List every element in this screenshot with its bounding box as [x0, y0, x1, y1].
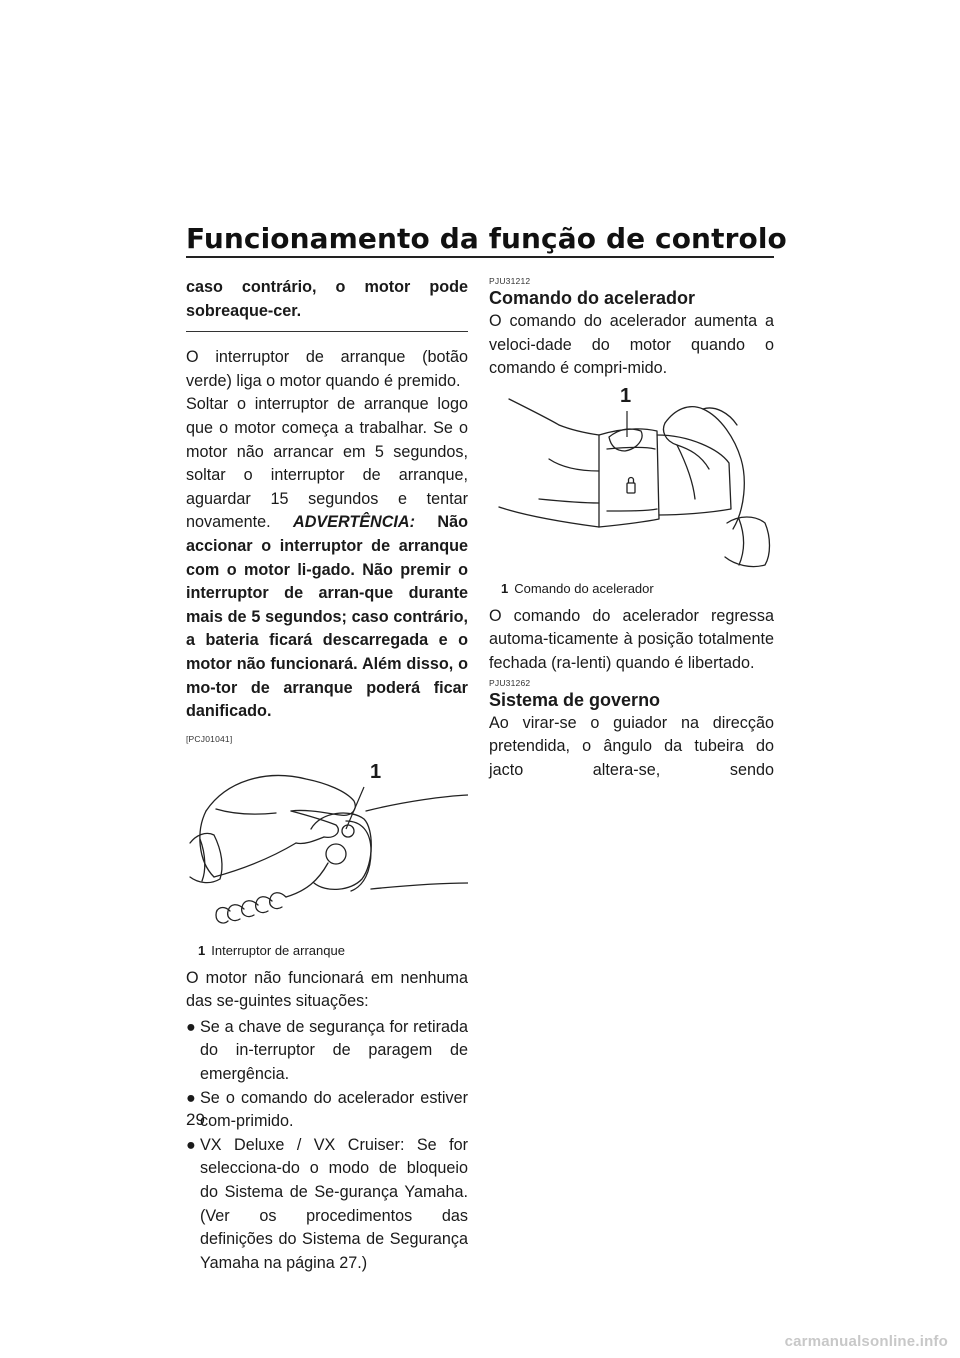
- paragraph-throttle: O comando do acelerador aumenta a veloci-dade do motor quando o comando é compri-mido.: [489, 312, 774, 378]
- paragraph-conditions: O motor não funcionará em nenhuma das se-guintes situações:: [186, 968, 468, 1011]
- bullet-icon: ●: [186, 1135, 196, 1154]
- warning-label: ADVERTÊNCIA:: [293, 513, 416, 532]
- watermark: carmanualsonline.info: [784, 1333, 948, 1350]
- page-number: 29: [186, 1110, 205, 1129]
- paragraph-start-switch: O interruptor de arranque (botão verde) liga o motor quando é premido.: [186, 348, 468, 390]
- list-item: [186, 1087, 468, 1134]
- list-item: [186, 1134, 468, 1276]
- paragraph-throttle-return: O comando do acelerador regressa automa-ticamente à posição totalmente fechada (ra-lenti) quando é libertado.: [489, 606, 774, 672]
- figure-callout-number: 1: [620, 384, 632, 407]
- paragraph-start-procedure: [186, 393, 468, 723]
- list-item: [186, 1016, 468, 1087]
- list-item-text: Se o comando do acelerador estiver com-primido.: [200, 1088, 468, 1131]
- figure-callout-number: 1: [370, 760, 382, 783]
- list-item-text: VX Deluxe / VX Cruiser: Se for selecciona-do o modo de bloqueio do Sistema de Se-gurança Yamaha. (Ver os procedimentos das definições do Sistema de Segurança Yamaha na página 27.): [200, 1135, 468, 1272]
- throttle-figure: [489, 384, 774, 579]
- warning-end-rule: [186, 331, 468, 332]
- title-rule: [186, 256, 774, 258]
- page-title: Funcionamento da função de controlo: [186, 222, 787, 255]
- figure-caption: [198, 943, 468, 959]
- section-heading-steering: Sistema de governo: [489, 689, 661, 710]
- section-heading-throttle: Comando do acelerador: [489, 288, 696, 308]
- caption-text: Comando do acelerador: [514, 580, 654, 596]
- caption-number: 1: [198, 942, 206, 958]
- section-code: PJU31262: [489, 677, 531, 688]
- list-item-text: Se a chave de segurança for retirada do in-terruptor de paragem de emergência.: [200, 1017, 468, 1084]
- paragraph-steering: Ao virar-se o guiador na direcção pretendida, o ângulo da tubeira do jacto altera-se, sendo: [489, 713, 774, 779]
- right-column: [489, 276, 774, 782]
- bullet-icon: ●: [186, 1088, 196, 1107]
- continued-warning: caso contrário, o motor pode sobreaque-cer.: [186, 278, 468, 320]
- warning-text: Não accionar o interruptor de arranque com o motor li-gado. Não premir o interruptor de arran-que durante mais de 5 segundos; caso contrário, a bateria ficará descarregada e o motor não funcionará. Além disso, o mo-tor de arranque poderá ficar danificado.: [186, 513, 469, 721]
- caption-text: Interruptor de arranque: [211, 942, 345, 958]
- figure-caption: [501, 581, 774, 597]
- start-switch-figure: [186, 751, 468, 941]
- left-column: [186, 276, 468, 1275]
- bullet-icon: ●: [186, 1017, 196, 1036]
- conditions-list: [186, 1016, 468, 1276]
- throttle-illustration: [489, 389, 774, 579]
- caption-number: 1: [501, 580, 509, 596]
- start-switch-illustration: [186, 751, 468, 941]
- section-code: PJU31212: [489, 276, 531, 286]
- procedure-text: Soltar o interruptor de arranque logo que o motor começa a trabalhar. Se o motor não arrancar em 5 segundos, soltar o interruptor de arranque, aguardar 15 segundos e tentar novamente.: [186, 395, 468, 532]
- notice-code: [PCJ01041]: [186, 733, 233, 744]
